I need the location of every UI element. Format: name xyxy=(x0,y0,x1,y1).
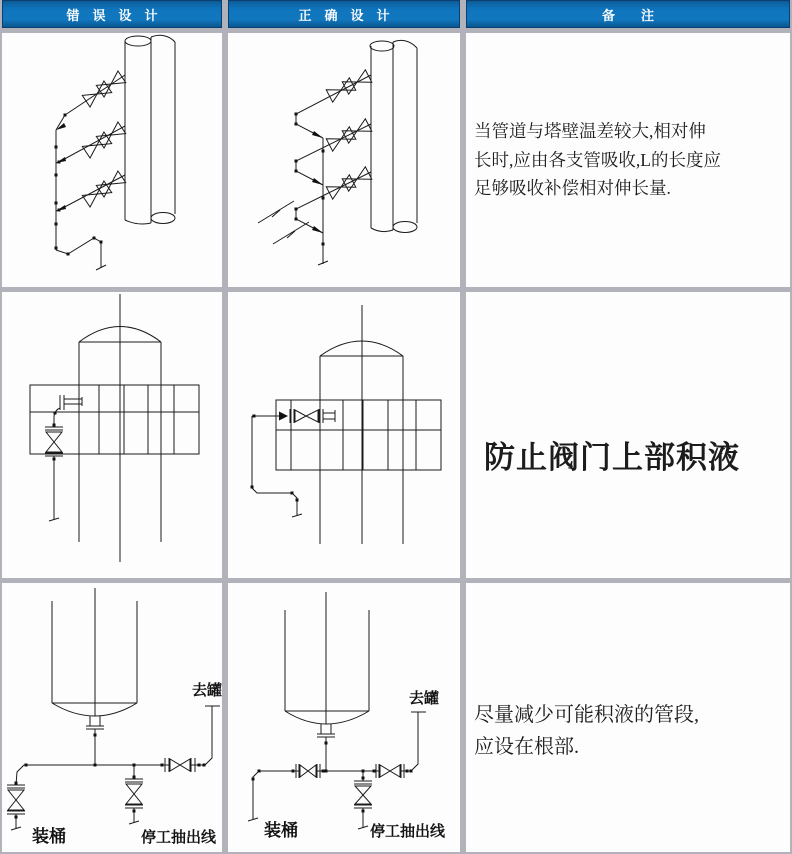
gate-valve-icon xyxy=(125,765,143,824)
gate-valve-icon xyxy=(376,764,404,778)
tower-column xyxy=(125,35,175,224)
gate-valve-icon xyxy=(7,785,25,830)
gate-valve-icon xyxy=(45,416,63,456)
label-shutdown-line: 停工抽出线 xyxy=(141,830,217,846)
row2-remark-cell xyxy=(466,292,790,578)
row3-wrong-design-cell xyxy=(2,583,222,852)
weld-dots xyxy=(252,742,413,813)
weld-dots xyxy=(55,114,103,256)
header-riser xyxy=(312,131,328,265)
branch-pipes xyxy=(56,75,125,211)
branch-pipes-expansion-loops xyxy=(296,75,371,233)
header-remark xyxy=(466,0,790,28)
label-to-barrel: 装桶 xyxy=(32,827,66,846)
row1-correct-diagram xyxy=(228,33,460,287)
header-wrong-design-label: 错 误 设 计 xyxy=(66,7,158,23)
header-correct-design-label: 正 确 设 计 xyxy=(298,7,390,23)
label-to-tank: 去罐 xyxy=(192,683,222,699)
dimension-L-marker xyxy=(258,201,309,244)
nozzle-flange xyxy=(86,716,104,729)
row2-correct-design-cell xyxy=(228,292,460,578)
row1-correct-design-cell xyxy=(228,33,460,287)
label-to-barrel: 装桶 xyxy=(264,821,298,840)
row2-wrong-design-cell xyxy=(2,292,222,578)
row1-remark-cell xyxy=(466,33,790,287)
row3-correct-diagram xyxy=(228,583,460,852)
tank xyxy=(52,588,137,716)
platform-grid xyxy=(276,400,441,470)
header-wrong-design xyxy=(2,0,222,28)
row2-correct-diagram xyxy=(228,292,460,578)
row2-wrong-diagram xyxy=(2,292,222,578)
row3-correct-design-cell xyxy=(228,583,460,852)
weld-dots xyxy=(15,734,206,819)
gate-valve-icon xyxy=(279,409,335,423)
label-to-tank: 去罐 xyxy=(409,691,440,707)
row3-remark-cell xyxy=(466,583,790,852)
row3-remark-text: 尽量减少可能积液的管段, 应设在根部. xyxy=(474,704,699,758)
header-remark-label: 备 注 xyxy=(601,7,654,23)
header-correct-design xyxy=(228,0,460,28)
tower-column xyxy=(370,40,417,232)
drain-pipe xyxy=(49,456,59,521)
vessel-dome xyxy=(320,305,403,544)
row2-remark-text: 防止阀门上部积液 xyxy=(484,440,740,475)
row1-remark-text: 当管道与塔壁温差较大,相对伸 长时,应由各支管吸收,L的长度应 足够吸收补偿相对伸长量. xyxy=(474,121,721,199)
drain-pipe xyxy=(252,416,302,517)
gate-valve-icon xyxy=(296,764,320,778)
gate-valve-icon xyxy=(354,771,372,829)
row1-wrong-design-cell xyxy=(2,33,222,287)
label-shutdown-line: 停工抽出线 xyxy=(370,824,446,840)
nozzle-flange xyxy=(317,724,335,737)
vessel-dome xyxy=(79,294,161,562)
bottom-piping xyxy=(16,706,220,785)
row1-wrong-diagram xyxy=(2,33,222,287)
nozzle-flange xyxy=(54,395,82,416)
row3-wrong-diagram xyxy=(2,583,222,852)
tank xyxy=(285,592,369,724)
gate-valve-icon xyxy=(165,758,195,772)
